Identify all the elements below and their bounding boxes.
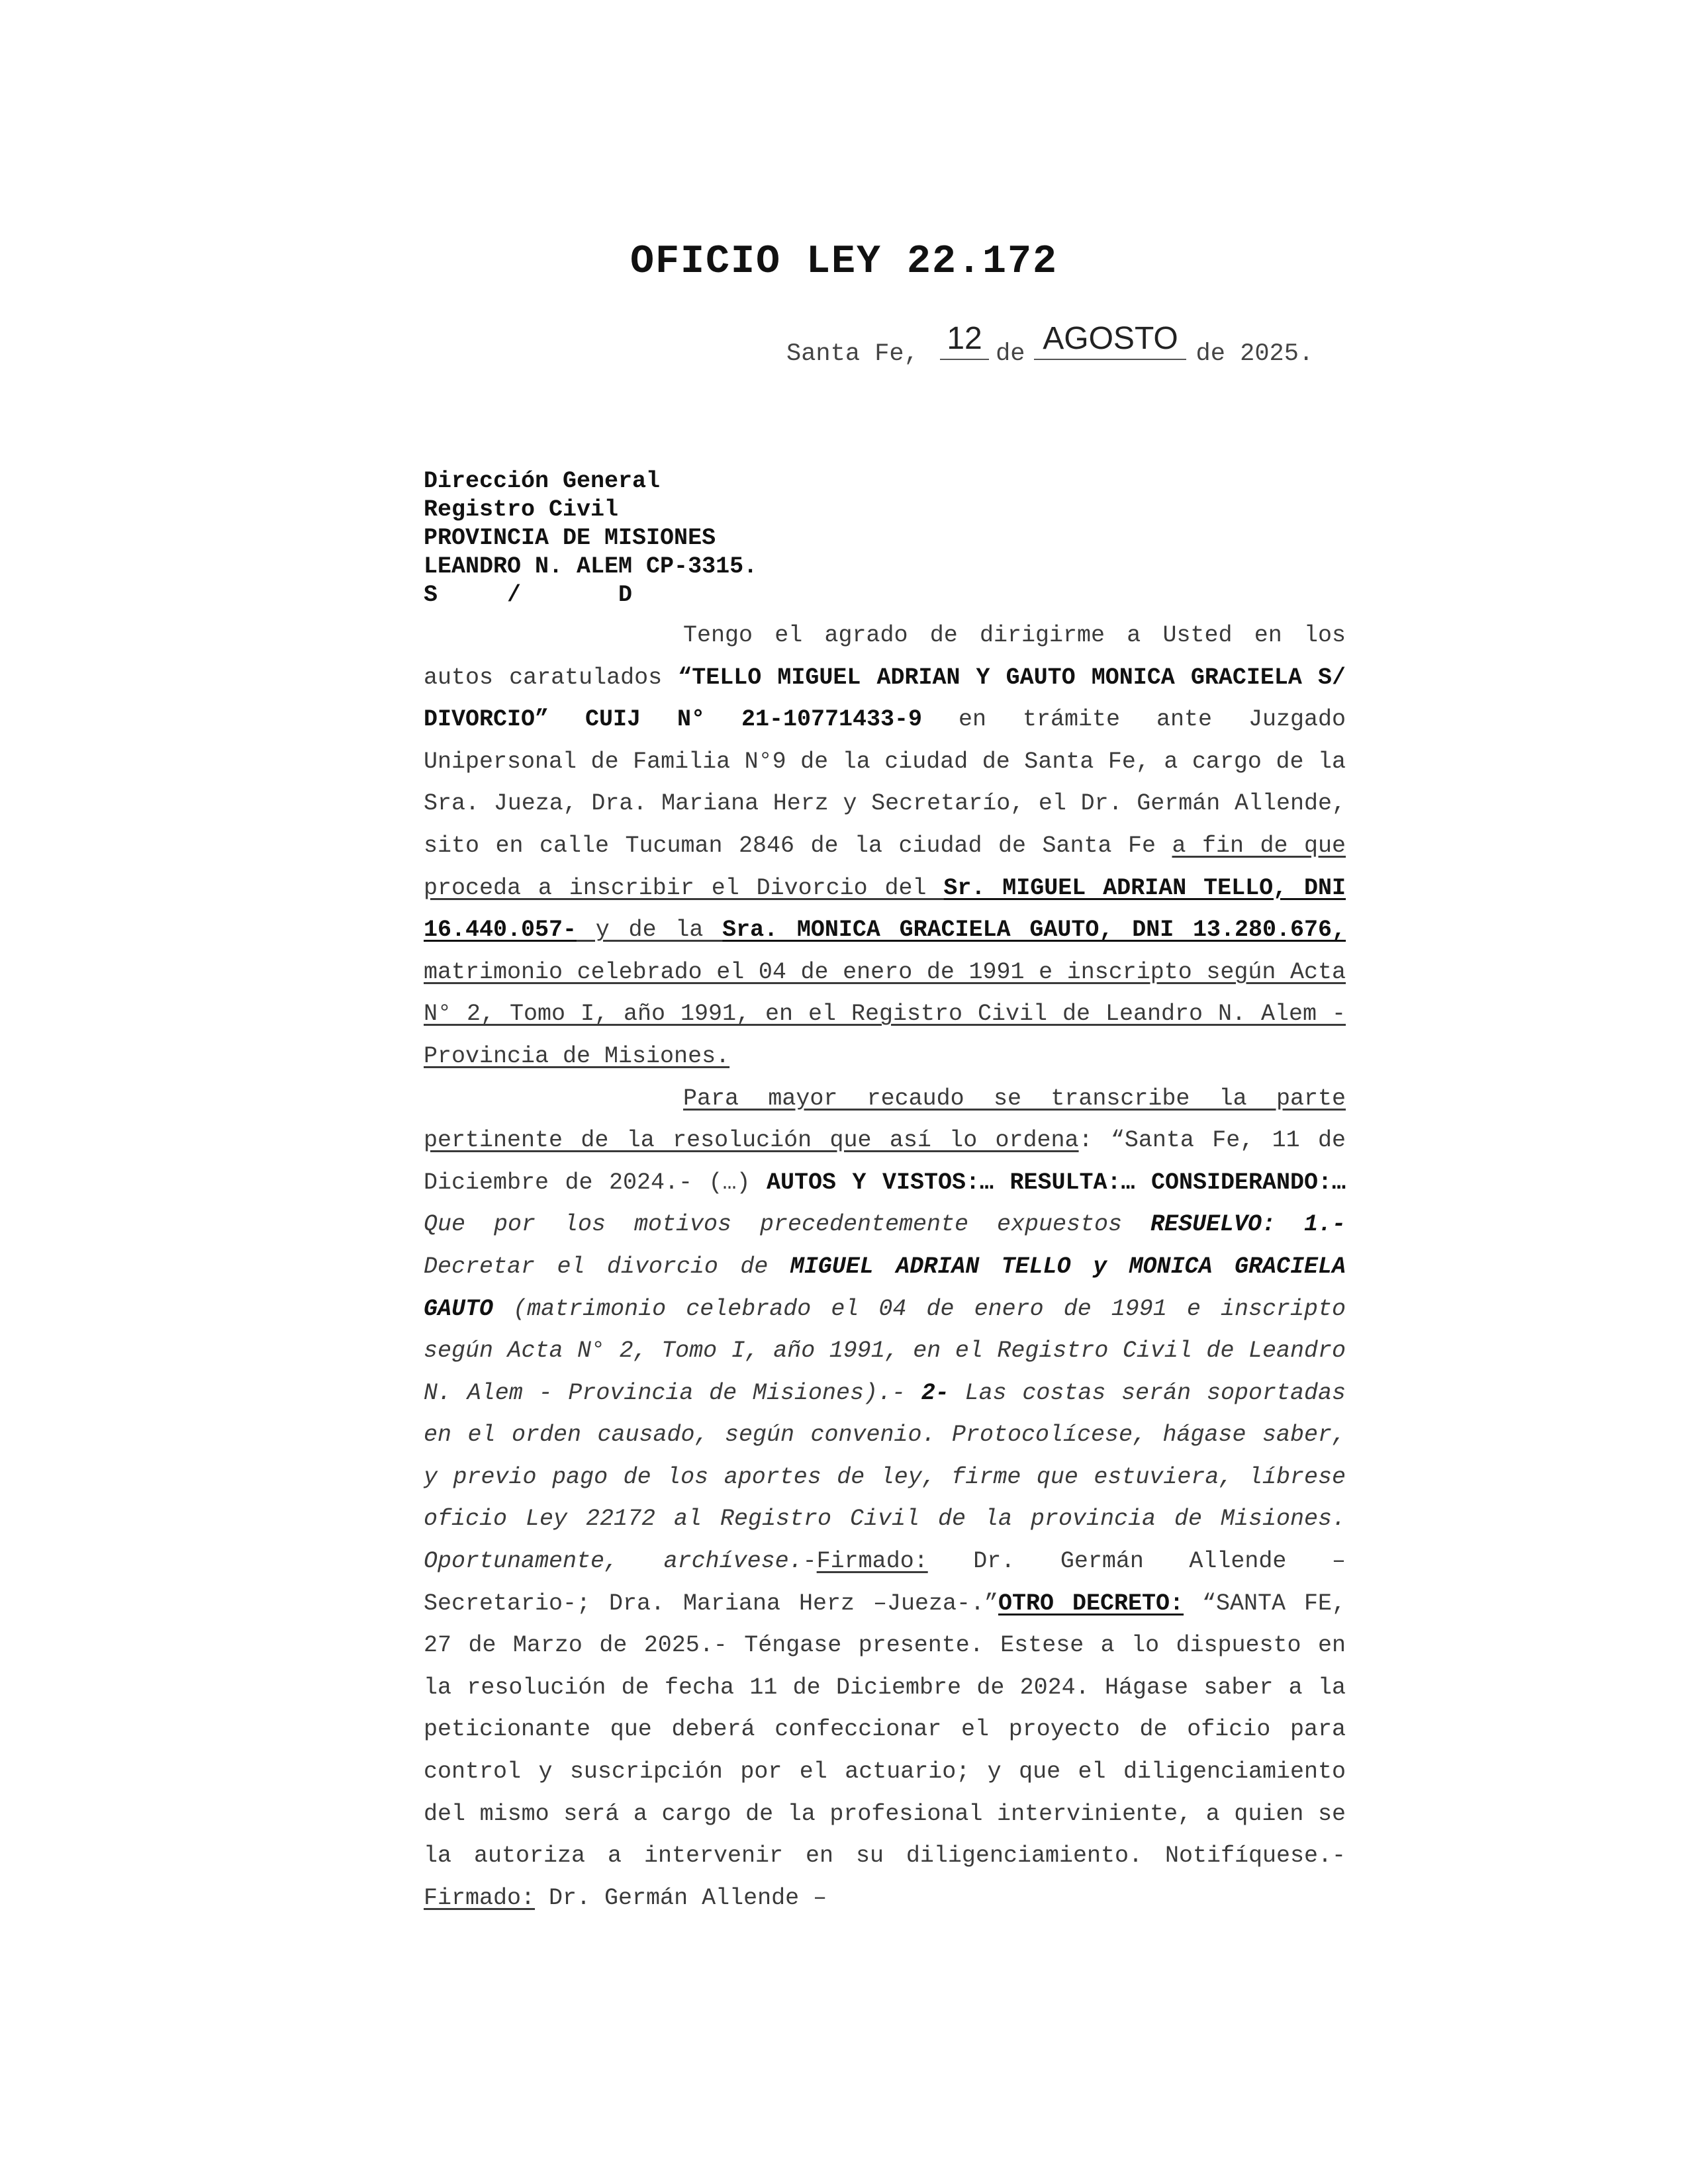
recipient-block bbox=[424, 467, 757, 610]
case-caption: “TELLO MIGUEL ADRIAN Y GAUTO MONICA GRACIELA S/ DIVORCIO” CUIJ N° 21-10771433-9 bbox=[424, 664, 1346, 733]
text-span: Las costas serán soportadas en el orden causado, según convenio. Protocolícese, hágase saber, y previo pago de los aportes de ley, firme que estuviera, líbrese oficio Ley 22172 al Registro Civil de la provincia de Misiones. Oportunamente, archívese. bbox=[424, 1379, 1346, 1575]
date-de-2: de bbox=[1196, 340, 1225, 368]
text-span: (matrimonio celebrado el 04 de enero de 1991 e inscripto según Acta N° 2, Tomo I, año 1991, en el Registro Civil de Leandro N. Alem - Provincia de Misiones).- bbox=[424, 1295, 1346, 1406]
signed-label: Firmado: bbox=[424, 1884, 536, 1911]
day-value: 12 bbox=[947, 321, 982, 356]
text-span: Dr. Germán Allende –Secretario-; Dra. Mariana Herz –Jueza-.” bbox=[424, 1548, 1346, 1617]
text-span: Que por los motivos precedentemente expuestos bbox=[424, 1211, 1150, 1238]
text-span: MIGUEL ADRIAN TELLO y MONICA GRACIELA GAUTO bbox=[424, 1253, 1346, 1322]
recipient-line: LEANDRO N. ALEM CP-3315. bbox=[424, 553, 758, 580]
party-1: Sr. MIGUEL ADRIAN TELLO, DNI 16.440.057- bbox=[424, 874, 1346, 944]
recipient-line: PROVINCIA DE MISIONES bbox=[424, 525, 716, 551]
month-blank[interactable] bbox=[1034, 321, 1186, 360]
day-blank[interactable] bbox=[940, 321, 989, 360]
text-span: RESUELVO: 1.- bbox=[1150, 1211, 1346, 1238]
recipient-line: Registro Civil bbox=[424, 496, 619, 523]
otro-decreto-label: OTRO DECRETO: bbox=[998, 1590, 1184, 1617]
letter-body bbox=[424, 615, 1346, 1919]
party-2: Sra. MONICA GRACIELA GAUTO, DNI 13.280.676, bbox=[722, 917, 1346, 944]
text-span: “SANTA FE, 27 de Marzo de 2025.- Téngase presente. Estese a lo dispuesto en la resolución de fecha 11 de Diciembre de 2024. Hágase saber a la peticionante que deberá confeccionar el proyecto de oficio para control y suscripción por el actuario; y que el diligenciamiento del mismo será a cargo de la profesional interviniente, a quien se la autoriza a intervenir en su diligenciamiento. Notifíquese.- bbox=[424, 1590, 1346, 1870]
text-span: - bbox=[802, 1548, 817, 1575]
recipient-line: S / D bbox=[424, 582, 633, 608]
text-span: Para mayor recaudo se transcribe la parte pertinente de la resolución que así lo ordena bbox=[424, 1085, 1346, 1154]
text-span: : “Santa Fe, 11 de Diciembre de 2024.- (…) bbox=[424, 1127, 1346, 1196]
text-span: AUTOS Y VISTOS:… RESULTA:… CONSIDERANDO:… bbox=[766, 1169, 1346, 1196]
text-span: Dr. Germán Allende – bbox=[535, 1884, 827, 1911]
text-span: en trámite ante Juzgado Unipersonal de Familia N°9 de la ciudad de Santa Fe, a cargo de la Sra. Jueza, Dra. Mariana Herz y Secretarío, el Dr. Germán Allende, sito en calle Tucuman 2846 de la ciudad de Santa Fe bbox=[424, 706, 1346, 859]
signed-label: Firmado: bbox=[816, 1548, 928, 1575]
document-title: OFICIO LEY 22.172 bbox=[630, 240, 1058, 285]
date-de-1: de bbox=[996, 340, 1025, 368]
text-span: Decretar el divorcio de bbox=[424, 1253, 790, 1280]
paragraph-request bbox=[424, 615, 1346, 1078]
recipient-line: Dirección General bbox=[424, 468, 661, 494]
text-span: Tengo el agrado de dirigirme a Usted en los autos caratulados bbox=[424, 622, 1346, 691]
date-line bbox=[786, 321, 1314, 368]
text-span: 2- bbox=[921, 1379, 949, 1406]
text-span: matrimonio celebrado el 04 de enero de 1991 e inscripto según Acta N° 2, Tomo I, año 1991, en el Registro Civil de Leandro N. Alem - Provincia de Misiones. bbox=[424, 958, 1346, 1069]
month-value: AGOSTO bbox=[1043, 321, 1178, 356]
paragraph-transcription bbox=[424, 1078, 1346, 1920]
date-city: Santa Fe, bbox=[786, 340, 919, 368]
text-span: a fin de que proceda a inscribir el Divorcio del bbox=[424, 832, 1346, 901]
date-year: 2025. bbox=[1240, 340, 1314, 368]
text-span: y de la bbox=[577, 917, 723, 944]
